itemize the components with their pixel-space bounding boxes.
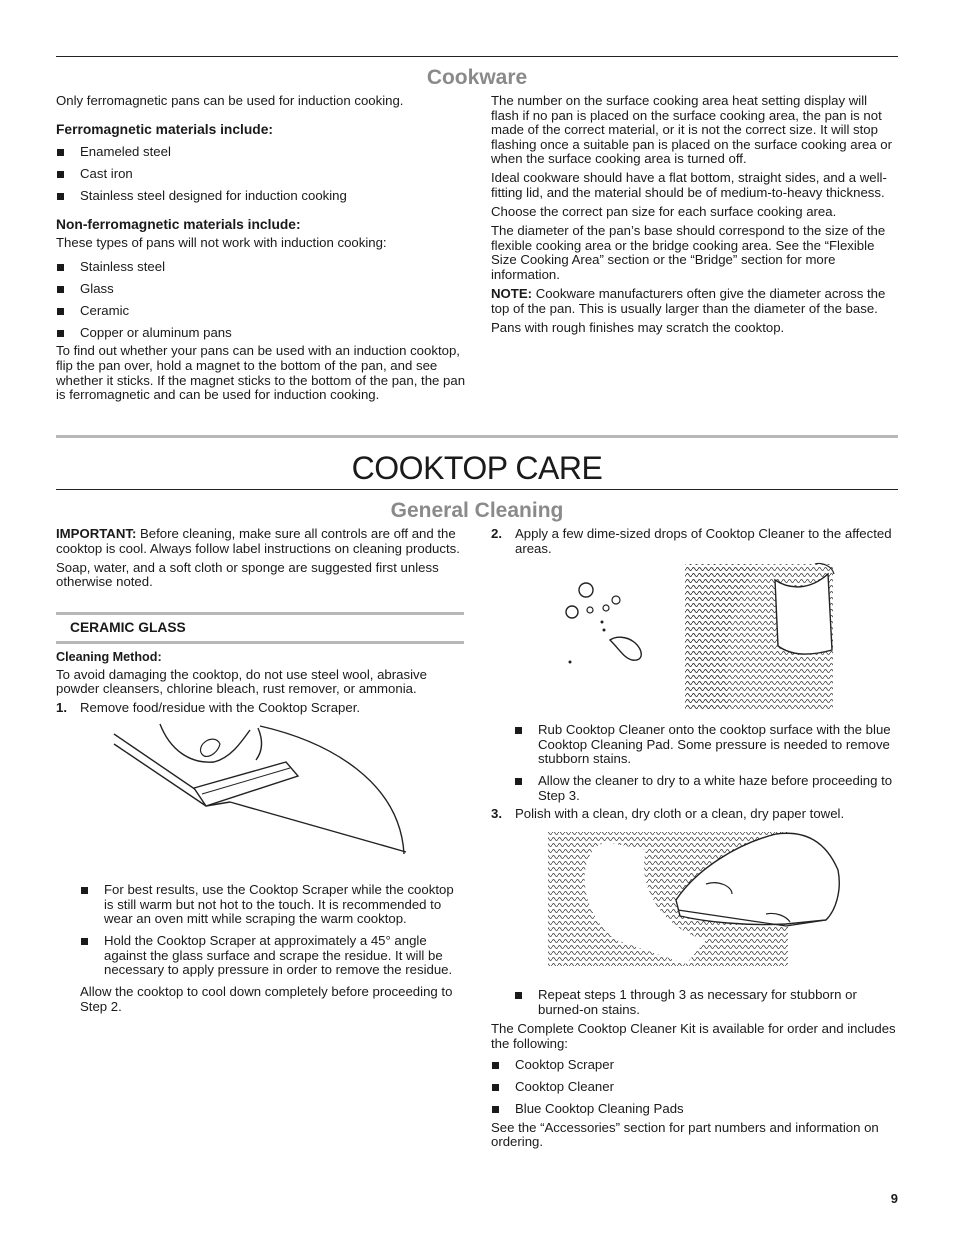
list-item: Cooktop Cleaner	[491, 1080, 898, 1095]
step-number: 1.	[56, 700, 67, 716]
non-ferromagnetic-intro: These types of pans will not work with induction cooking:	[56, 235, 387, 251]
note-label: NOTE:	[491, 286, 533, 302]
cleaning-method-text: To avoid damaging the cooktop, do not use steel wool, abrasive powder cleansers, chlorine bleach, rust remover, or ammonia.	[56, 666, 427, 697]
list-item: Blue Cooktop Cleaning Pads	[491, 1102, 898, 1117]
list-item: For best results, use the Cooktop Scraper while the cooktop is still warm but not hot to the touch. It is recommended to wear an oven mitt while scraping the warm cooktop.	[80, 883, 466, 927]
step-2-block	[491, 527, 898, 556]
ferromagnetic-list	[56, 145, 466, 204]
ceramic-bottom-rule	[56, 641, 464, 644]
list-item: Cast iron	[56, 167, 466, 182]
list-item: Cooktop Scraper	[491, 1058, 898, 1073]
list-item: Glass	[56, 282, 466, 297]
ceramic-top-rule	[56, 612, 464, 615]
page-number: 9	[890, 1191, 898, 1206]
step-text: Polish with a clean, dry cloth or a clean, dry paper towel.	[515, 806, 845, 821]
non-ferromagnetic-heading: Non-ferromagnetic materials include:	[56, 216, 301, 232]
soap-paragraph: Soap, water, and a soft cloth or sponge are suggested first unless otherwise noted.	[56, 559, 439, 590]
step-text: Remove food/residue with the Cooktop Scraper.	[80, 700, 361, 716]
kit-list	[491, 1058, 898, 1117]
list-item: Stainless steel designed for induction cooking	[56, 189, 466, 204]
cleaning-left-column	[56, 527, 466, 594]
pan-diameter-paragraph: The diameter of the pan’s base should correspond to the size of the flexible cooking area or the bridge cooking area. See the “Flexible Size Cooking Area” section or the “Bridge” section for more information.	[491, 223, 886, 283]
step-2-bullets	[514, 723, 898, 803]
section-divider	[56, 435, 898, 438]
note-text: Cookware manufacturers often give the diameter across the top of the pan. This is usually larger than the diameter of the base.	[491, 286, 886, 316]
cleaner-drops-illustration	[560, 560, 840, 712]
cooktop-care-title: COOKTOP CARE	[351, 450, 603, 486]
important-label: IMPORTANT:	[56, 526, 137, 541]
cleaner-kit-block	[491, 1022, 898, 1154]
heat-display-paragraph: The number on the surface cooking area heat setting display will flash if no pan is placed on the surface cooking area, the pan is not made of the correct material, or it is not the correct size. It will stop flashing once a suitable pan is placed on the surface cooking area or when the surface cooking area is turned off.	[491, 93, 893, 167]
step-3-bullets	[514, 988, 898, 1017]
pan-size-paragraph: Choose the correct pan size for each surface cooking area.	[491, 204, 837, 220]
step-3	[491, 807, 898, 822]
important-paragraph	[56, 527, 466, 556]
non-ferromagnetic-list	[56, 260, 466, 341]
step-text: Apply a few dime-sized drops of Cooktop Cleaner to the affected areas.	[515, 526, 892, 556]
step-1-after-text: Allow the cooktop to cool down completely before proceeding to Step 2.	[80, 984, 453, 1014]
ideal-cookware-paragraph: Ideal cookware should have a flat bottom, straight sides, and a well-fitting lid, and the material should be of medium-to-heavy thickness.	[491, 170, 887, 201]
polishing-illustration	[546, 830, 844, 968]
accessories-paragraph: See the “Accessories” section for part numbers and information on ordering.	[491, 1119, 879, 1150]
cookware-left-column	[56, 94, 466, 407]
cleaning-method-heading: Cleaning Method:	[56, 650, 162, 664]
ferromagnetic-heading: Ferromagnetic materials include:	[56, 121, 273, 137]
list-item: Ceramic	[56, 304, 466, 319]
magnet-test-paragraph: To find out whether your pans can be used with an induction cooktop, flip the pan over, hold a magnet to the bottom of the pan, and see whether it sticks. If the magnet sticks to the bottom of the pan, the pan is ferromagnetic and can be used for induction cooking.	[56, 343, 466, 403]
step-2-details	[514, 723, 898, 811]
step-1-details	[80, 883, 466, 1019]
step-number: 2.	[491, 526, 502, 541]
step-1	[56, 701, 466, 716]
list-item: Hold the Cooktop Scraper at approximately a 45° angle against the glass surface and scrape the residue. It will be necessary to apply pressure in order to remove the residue.	[80, 934, 466, 978]
list-item: Stainless steel	[56, 260, 466, 275]
step-number: 3.	[491, 806, 502, 821]
top-rule	[56, 56, 898, 57]
list-item: Allow the cleaner to dry to a white haze before proceeding to Step 3.	[514, 774, 898, 803]
step-2	[491, 527, 898, 556]
step-1-bullets	[80, 883, 466, 978]
ceramic-glass-heading: CERAMIC GLASS	[70, 620, 186, 635]
cookware-intro: Only ferromagnetic pans can be used for induction cooking.	[56, 93, 404, 108]
list-item: Repeat steps 1 through 3 as necessary for stubborn or burned-on stains.	[514, 988, 898, 1017]
list-item: Enameled steel	[56, 145, 466, 160]
step-3-block	[491, 807, 898, 822]
rough-finish-paragraph: Pans with rough finishes may scratch the cooktop.	[491, 319, 785, 335]
list-item: Rub Cooktop Cleaner onto the cooktop surface with the blue Cooktop Cleaning Pad. Some pressure is needed to remove stubborn stains.	[514, 723, 898, 767]
general-cleaning-heading: General Cleaning	[390, 499, 564, 522]
important-text: Before cleaning, make sure all controls are off and the cooktop is cool. Always follow label instructions on cleaning products.	[56, 526, 460, 556]
list-item: Copper or aluminum pans	[56, 326, 466, 341]
note-paragraph	[491, 287, 898, 316]
cookware-heading: Cookware	[426, 66, 528, 89]
step-3-details	[514, 988, 898, 1025]
cookware-right-column	[491, 94, 898, 340]
title-rule	[56, 489, 898, 490]
scraper-illustration	[110, 722, 410, 862]
cleaning-method-block	[56, 650, 466, 716]
kit-paragraph: The Complete Cooktop Cleaner Kit is available for order and includes the following:	[491, 1021, 896, 1051]
